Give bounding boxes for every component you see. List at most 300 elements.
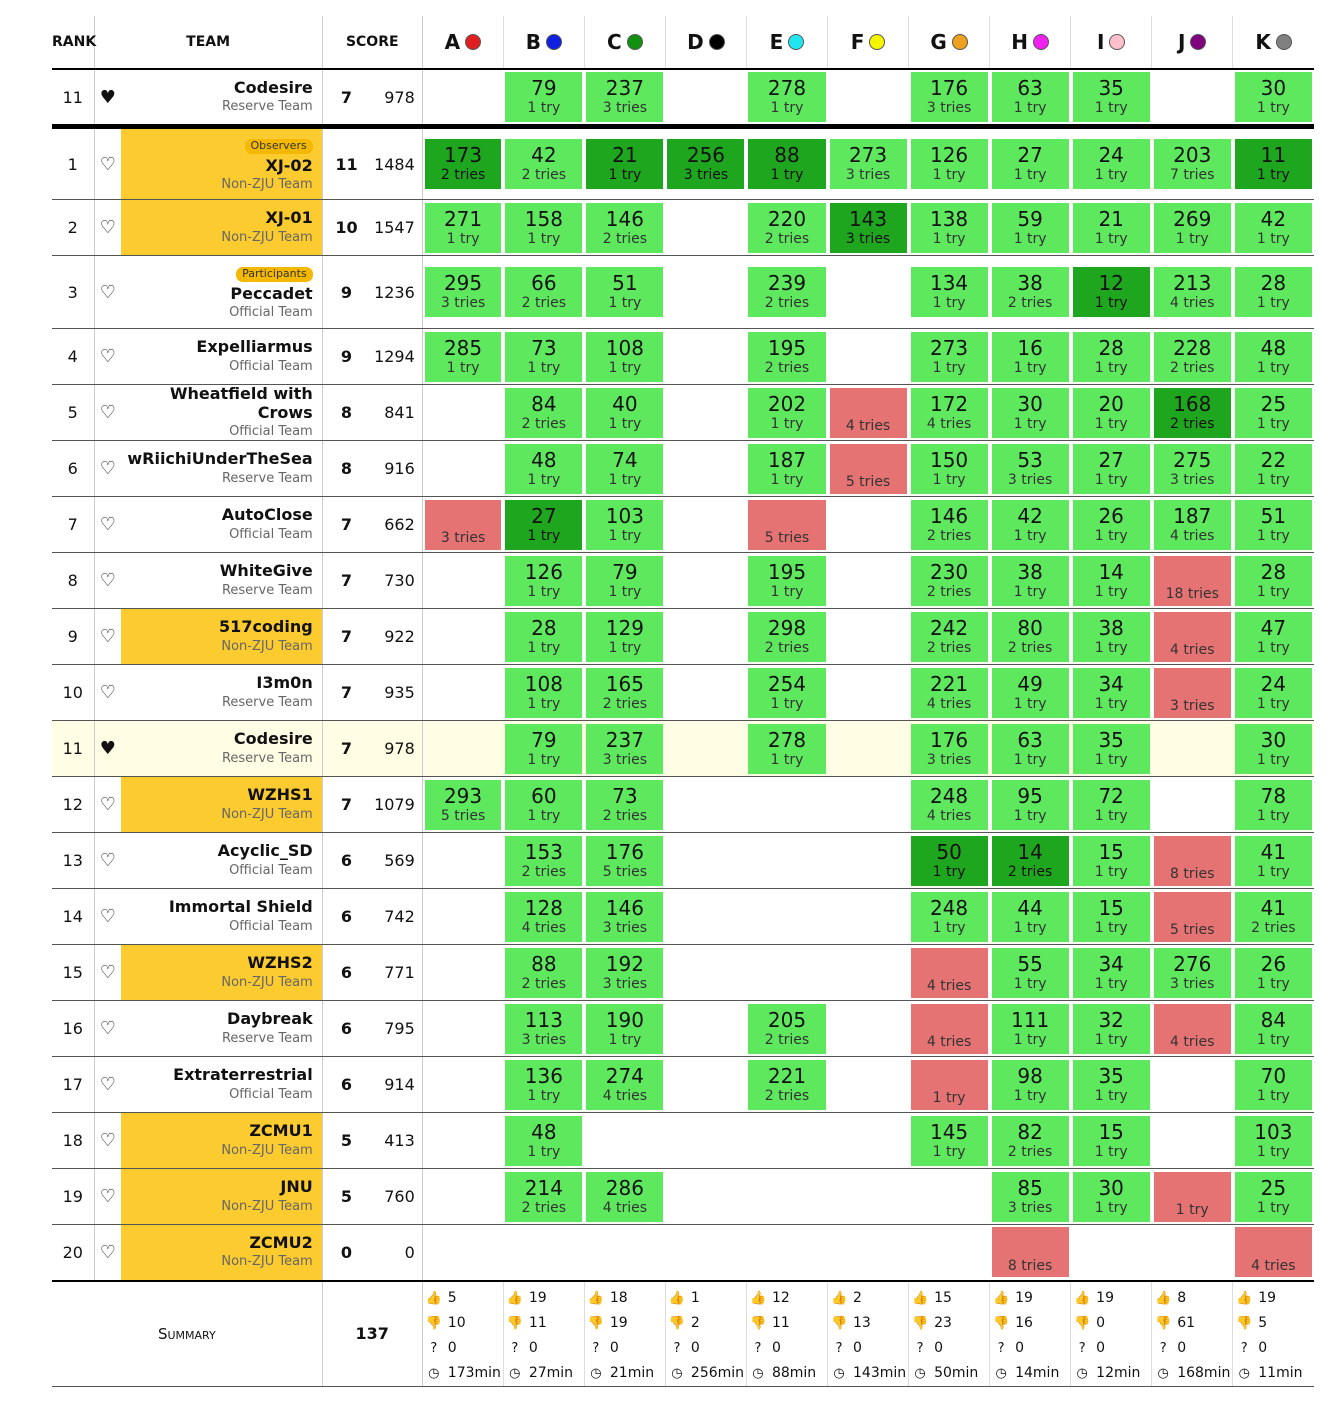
problem-cell-h[interactable]: [990, 385, 1071, 441]
problem-cell-i[interactable]: [1071, 609, 1152, 665]
problem-cell-b[interactable]: [503, 721, 584, 777]
accepted-status[interactable]: [748, 203, 825, 253]
first-blood-status[interactable]: [748, 139, 825, 189]
problem-cell-g[interactable]: [909, 256, 990, 329]
problem-cell-f[interactable]: [828, 127, 909, 200]
favorite-toggle[interactable]: [94, 1057, 121, 1113]
rejected-status[interactable]: [1154, 1172, 1231, 1222]
team-row[interactable]: [52, 256, 1314, 329]
favorite-toggle[interactable]: [94, 665, 121, 721]
problem-cell-g[interactable]: [909, 777, 990, 833]
accepted-status[interactable]: [586, 203, 663, 253]
accepted-status[interactable]: [911, 1116, 988, 1166]
accepted-status[interactable]: [586, 724, 663, 774]
first-blood-status[interactable]: [1073, 267, 1150, 317]
accepted-status[interactable]: [911, 203, 988, 253]
problem-cell-j[interactable]: [1152, 1001, 1233, 1057]
first-blood-status[interactable]: [911, 836, 988, 886]
heart-outline-icon[interactable]: ♡: [99, 217, 116, 238]
accepted-status[interactable]: [586, 612, 663, 662]
problem-cell-k[interactable]: [1233, 127, 1314, 200]
accepted-status[interactable]: [586, 780, 663, 830]
rejected-status[interactable]: [1154, 668, 1231, 718]
problem-cell-a[interactable]: [422, 127, 503, 200]
problem-cell-k[interactable]: [1233, 256, 1314, 329]
accepted-status[interactable]: [425, 203, 502, 253]
team-row[interactable]: [52, 497, 1314, 553]
problem-cell-b[interactable]: [503, 1057, 584, 1113]
accepted-status[interactable]: [992, 1004, 1069, 1054]
accepted-status[interactable]: [992, 892, 1069, 942]
accepted-status[interactable]: [830, 139, 907, 189]
favorite-toggle[interactable]: [94, 777, 121, 833]
accepted-status[interactable]: [748, 1004, 825, 1054]
team-name[interactable]: ZCMU2: [249, 1233, 313, 1253]
accepted-status[interactable]: [992, 556, 1069, 606]
accepted-status[interactable]: [1154, 267, 1231, 317]
problem-header-d[interactable]: [665, 16, 746, 69]
accepted-status[interactable]: [1235, 612, 1312, 662]
problem-cell-h[interactable]: [990, 553, 1071, 609]
problem-cell-g[interactable]: [909, 200, 990, 256]
accepted-status[interactable]: [1154, 444, 1231, 494]
accepted-status[interactable]: [1073, 444, 1150, 494]
accepted-status[interactable]: [505, 668, 582, 718]
heart-outline-icon[interactable]: ♡: [99, 346, 116, 367]
accepted-status[interactable]: [505, 556, 582, 606]
accepted-status[interactable]: [748, 388, 825, 438]
problem-cell-c[interactable]: [584, 945, 665, 1001]
accepted-status[interactable]: [911, 668, 988, 718]
problem-cell-c[interactable]: [584, 1001, 665, 1057]
problem-cell-h[interactable]: [990, 1225, 1071, 1281]
team-cell[interactable]: [121, 945, 322, 1001]
problem-cell-b[interactable]: [503, 127, 584, 200]
problem-cell-k[interactable]: [1233, 1225, 1314, 1281]
accepted-status[interactable]: [505, 332, 582, 382]
heart-outline-icon[interactable]: ♡: [99, 514, 116, 535]
team-name[interactable]: XJ-02: [265, 155, 313, 175]
problem-cell-j[interactable]: [1152, 889, 1233, 945]
accepted-status[interactable]: [1154, 203, 1231, 253]
problem-cell-g[interactable]: [909, 69, 990, 127]
rejected-status[interactable]: [1154, 612, 1231, 662]
team-row[interactable]: [52, 609, 1314, 665]
team-name[interactable]: I3m0n: [256, 673, 313, 693]
team-name[interactable]: wRiichiUnderTheSea: [127, 449, 313, 469]
problem-cell-h[interactable]: [990, 833, 1071, 889]
team-cell[interactable]: [121, 665, 322, 721]
problem-cell-e[interactable]: [746, 200, 827, 256]
my-team-row[interactable]: [52, 721, 1314, 777]
favorite-toggle[interactable]: [94, 1113, 121, 1169]
problem-cell-h[interactable]: [990, 945, 1071, 1001]
team-row[interactable]: [52, 553, 1314, 609]
favorite-toggle[interactable]: [94, 609, 121, 665]
team-cell[interactable]: [121, 1057, 322, 1113]
problem-cell-k[interactable]: [1233, 889, 1314, 945]
problem-cell-c[interactable]: [584, 497, 665, 553]
heart-outline-icon[interactable]: ♡: [99, 1130, 116, 1151]
problem-cell-h[interactable]: [990, 200, 1071, 256]
accepted-status[interactable]: [1235, 1116, 1312, 1166]
problem-cell-g[interactable]: [909, 665, 990, 721]
problem-cell-c[interactable]: [584, 889, 665, 945]
problem-cell-b[interactable]: [503, 385, 584, 441]
first-blood-status[interactable]: [830, 203, 907, 253]
heart-outline-icon[interactable]: ♡: [99, 281, 116, 303]
team-cell[interactable]: [121, 1169, 322, 1225]
team-cell[interactable]: [121, 441, 322, 497]
problem-cell-h[interactable]: [990, 721, 1071, 777]
problem-header-a[interactable]: [422, 16, 503, 69]
accepted-status[interactable]: [1073, 72, 1150, 122]
problem-cell-i[interactable]: [1071, 1001, 1152, 1057]
favorite-toggle[interactable]: [94, 441, 121, 497]
team-name[interactable]: Codesire: [233, 77, 313, 97]
accepted-status[interactable]: [1073, 668, 1150, 718]
favorite-toggle[interactable]: [94, 1001, 121, 1057]
problem-cell-h[interactable]: [990, 441, 1071, 497]
problem-cell-k[interactable]: [1233, 553, 1314, 609]
rejected-status[interactable]: [1154, 836, 1231, 886]
accepted-status[interactable]: [1235, 836, 1312, 886]
problem-header-j[interactable]: [1152, 16, 1233, 69]
problem-cell-j[interactable]: [1152, 329, 1233, 385]
team-cell[interactable]: [121, 1113, 322, 1169]
problem-cell-h[interactable]: [990, 329, 1071, 385]
favorite-toggle[interactable]: [94, 553, 121, 609]
first-blood-status[interactable]: [992, 836, 1069, 886]
accepted-status[interactable]: [992, 139, 1069, 189]
rejected-status[interactable]: [1154, 556, 1231, 606]
problem-cell-i[interactable]: [1071, 665, 1152, 721]
team-row[interactable]: [52, 441, 1314, 497]
accepted-status[interactable]: [1073, 892, 1150, 942]
accepted-status[interactable]: [992, 267, 1069, 317]
rejected-status[interactable]: [1154, 1004, 1231, 1054]
problem-cell-g[interactable]: [909, 1113, 990, 1169]
accepted-status[interactable]: [992, 780, 1069, 830]
problem-cell-a[interactable]: [422, 256, 503, 329]
team-name[interactable]: 517coding: [219, 617, 313, 637]
team-cell[interactable]: [121, 1225, 322, 1281]
accepted-status[interactable]: [505, 139, 582, 189]
accepted-status[interactable]: [748, 332, 825, 382]
team-cell[interactable]: [121, 385, 322, 441]
problem-cell-i[interactable]: [1071, 441, 1152, 497]
problem-cell-e[interactable]: [746, 441, 827, 497]
problem-cell-g[interactable]: [909, 1057, 990, 1113]
problem-cell-f[interactable]: [828, 385, 909, 441]
accepted-status[interactable]: [1073, 948, 1150, 998]
accepted-status[interactable]: [1073, 203, 1150, 253]
accepted-status[interactable]: [1235, 724, 1312, 774]
accepted-status[interactable]: [1073, 612, 1150, 662]
accepted-status[interactable]: [586, 332, 663, 382]
problem-cell-i[interactable]: [1071, 200, 1152, 256]
accepted-status[interactable]: [748, 556, 825, 606]
accepted-status[interactable]: [586, 836, 663, 886]
problem-cell-b[interactable]: [503, 497, 584, 553]
favorite-toggle[interactable]: [94, 833, 121, 889]
problem-cell-e[interactable]: [746, 609, 827, 665]
team-cell[interactable]: [121, 609, 322, 665]
accepted-status[interactable]: [1154, 500, 1231, 550]
team-row[interactable]: [52, 777, 1314, 833]
team-name[interactable]: Immortal Shield: [168, 897, 313, 917]
problem-header-f[interactable]: [828, 16, 909, 69]
favorite-toggle[interactable]: [94, 329, 121, 385]
favorite-toggle[interactable]: [94, 1169, 121, 1225]
accepted-status[interactable]: [505, 388, 582, 438]
problem-cell-c[interactable]: [584, 1169, 665, 1225]
problem-cell-j[interactable]: [1152, 833, 1233, 889]
accepted-status[interactable]: [748, 668, 825, 718]
problem-cell-f[interactable]: [828, 441, 909, 497]
accepted-status[interactable]: [505, 203, 582, 253]
team-name[interactable]: AutoClose: [221, 505, 313, 525]
team-name[interactable]: Codesire: [233, 729, 313, 749]
team-cell[interactable]: [121, 777, 322, 833]
favorite-toggle[interactable]: [94, 69, 121, 127]
accepted-status[interactable]: [911, 444, 988, 494]
first-blood-status[interactable]: [1154, 388, 1231, 438]
heart-outline-icon[interactable]: ♡: [99, 1018, 116, 1039]
accepted-status[interactable]: [505, 612, 582, 662]
problem-cell-c[interactable]: [584, 69, 665, 127]
accepted-status[interactable]: [911, 556, 988, 606]
accepted-status[interactable]: [911, 72, 988, 122]
problem-cell-h[interactable]: [990, 127, 1071, 200]
problem-cell-c[interactable]: [584, 609, 665, 665]
team-row[interactable]: [52, 1057, 1314, 1113]
problem-cell-e[interactable]: [746, 127, 827, 200]
accepted-status[interactable]: [1073, 388, 1150, 438]
favorite-toggle[interactable]: [94, 127, 121, 200]
accepted-status[interactable]: [586, 556, 663, 606]
problem-cell-b[interactable]: [503, 1113, 584, 1169]
team-cell[interactable]: [121, 497, 322, 553]
problem-cell-k[interactable]: [1233, 945, 1314, 1001]
accepted-status[interactable]: [911, 612, 988, 662]
accepted-status[interactable]: [1235, 72, 1312, 122]
accepted-status[interactable]: [505, 1004, 582, 1054]
rejected-status[interactable]: [911, 1004, 988, 1054]
problem-cell-e[interactable]: [746, 721, 827, 777]
problem-cell-g[interactable]: [909, 1001, 990, 1057]
heart-outline-icon[interactable]: ♡: [99, 153, 116, 175]
problem-cell-c[interactable]: [584, 833, 665, 889]
accepted-status[interactable]: [586, 388, 663, 438]
problem-cell-j[interactable]: [1152, 497, 1233, 553]
accepted-status[interactable]: [505, 1060, 582, 1110]
accepted-status[interactable]: [992, 332, 1069, 382]
team-row[interactable]: [52, 329, 1314, 385]
team-row[interactable]: [52, 200, 1314, 256]
problem-cell-h[interactable]: [990, 665, 1071, 721]
problem-cell-b[interactable]: [503, 69, 584, 127]
accepted-status[interactable]: [505, 1116, 582, 1166]
accepted-status[interactable]: [505, 836, 582, 886]
team-row[interactable]: [52, 69, 1314, 127]
accepted-status[interactable]: [992, 724, 1069, 774]
problem-cell-a[interactable]: [422, 329, 503, 385]
favorite-toggle[interactable]: [94, 385, 121, 441]
problem-cell-j[interactable]: [1152, 200, 1233, 256]
problem-cell-a[interactable]: [422, 777, 503, 833]
problem-cell-i[interactable]: [1071, 1169, 1152, 1225]
accepted-status[interactable]: [748, 444, 825, 494]
problem-cell-b[interactable]: [503, 329, 584, 385]
heart-outline-icon[interactable]: ♡: [99, 906, 116, 927]
problem-cell-g[interactable]: [909, 553, 990, 609]
problem-cell-c[interactable]: [584, 329, 665, 385]
rejected-status[interactable]: [1154, 892, 1231, 942]
team-name[interactable]: WZHS2: [247, 953, 313, 973]
accepted-status[interactable]: [1073, 556, 1150, 606]
accepted-status[interactable]: [586, 1172, 663, 1222]
rejected-status[interactable]: [830, 444, 907, 494]
problem-cell-k[interactable]: [1233, 665, 1314, 721]
accepted-status[interactable]: [992, 203, 1069, 253]
problem-cell-i[interactable]: [1071, 1113, 1152, 1169]
accepted-status[interactable]: [748, 267, 825, 317]
accepted-status[interactable]: [911, 780, 988, 830]
problem-cell-b[interactable]: [503, 889, 584, 945]
problem-header-e[interactable]: [746, 16, 827, 69]
accepted-status[interactable]: [1235, 668, 1312, 718]
accepted-status[interactable]: [586, 1060, 663, 1110]
accepted-status[interactable]: [1073, 724, 1150, 774]
accepted-status[interactable]: [586, 72, 663, 122]
problem-cell-j[interactable]: [1152, 127, 1233, 200]
team-name[interactable]: Peccadet: [230, 283, 313, 303]
team-name[interactable]: Extraterrestrial: [173, 1065, 313, 1085]
problem-cell-h[interactable]: [990, 1057, 1071, 1113]
problem-cell-h[interactable]: [990, 497, 1071, 553]
score-header[interactable]: SCORE: [322, 16, 422, 69]
accepted-status[interactable]: [1235, 203, 1312, 253]
team-name[interactable]: XJ-01: [265, 208, 313, 228]
heart-outline-icon[interactable]: ♡: [99, 682, 116, 703]
problem-cell-b[interactable]: [503, 777, 584, 833]
problem-cell-k[interactable]: [1233, 721, 1314, 777]
accepted-status[interactable]: [992, 1172, 1069, 1222]
problem-cell-c[interactable]: [584, 127, 665, 200]
team-row[interactable]: [52, 889, 1314, 945]
problem-cell-j[interactable]: [1152, 945, 1233, 1001]
problem-header-k[interactable]: [1233, 16, 1314, 69]
heart-outline-icon[interactable]: ♡: [99, 1074, 116, 1095]
problem-cell-h[interactable]: [990, 1001, 1071, 1057]
problem-cell-k[interactable]: [1233, 609, 1314, 665]
problem-cell-h[interactable]: [990, 889, 1071, 945]
rejected-status[interactable]: [748, 500, 825, 550]
team-row[interactable]: [52, 1169, 1314, 1225]
accepted-status[interactable]: [1073, 1004, 1150, 1054]
team-name[interactable]: Acyclic_SD: [217, 841, 313, 861]
team-row[interactable]: [52, 1225, 1314, 1281]
accepted-status[interactable]: [748, 1060, 825, 1110]
accepted-status[interactable]: [992, 1116, 1069, 1166]
rejected-status[interactable]: [1235, 1227, 1312, 1277]
accepted-status[interactable]: [586, 1004, 663, 1054]
problem-cell-b[interactable]: [503, 256, 584, 329]
problem-cell-g[interactable]: [909, 441, 990, 497]
accepted-status[interactable]: [1235, 444, 1312, 494]
problem-cell-a[interactable]: [422, 497, 503, 553]
problem-cell-i[interactable]: [1071, 1057, 1152, 1113]
accepted-status[interactable]: [1073, 1172, 1150, 1222]
accepted-status[interactable]: [505, 1172, 582, 1222]
accepted-status[interactable]: [505, 892, 582, 942]
accepted-status[interactable]: [505, 267, 582, 317]
problem-cell-i[interactable]: [1071, 69, 1152, 127]
problem-cell-j[interactable]: [1152, 256, 1233, 329]
problem-cell-c[interactable]: [584, 385, 665, 441]
team-cell[interactable]: [121, 889, 322, 945]
rejected-status[interactable]: [911, 1060, 988, 1110]
problem-cell-k[interactable]: [1233, 777, 1314, 833]
favorite-toggle[interactable]: [94, 889, 121, 945]
problem-cell-e[interactable]: [746, 1001, 827, 1057]
heart-outline-icon[interactable]: ♡: [99, 1186, 116, 1207]
problem-cell-e[interactable]: [746, 69, 827, 127]
problem-cell-e[interactable]: [746, 665, 827, 721]
accepted-status[interactable]: [992, 388, 1069, 438]
heart-outline-icon[interactable]: ♡: [99, 794, 116, 815]
accepted-status[interactable]: [1073, 139, 1150, 189]
team-row[interactable]: [52, 945, 1314, 1001]
team-header[interactable]: TEAM: [94, 16, 322, 69]
heart-outline-icon[interactable]: ♡: [99, 626, 116, 647]
accepted-status[interactable]: [1235, 1004, 1312, 1054]
problem-cell-c[interactable]: [584, 1057, 665, 1113]
problem-cell-k[interactable]: [1233, 497, 1314, 553]
heart-filled-icon[interactable]: ♥: [99, 738, 116, 759]
problem-cell-b[interactable]: [503, 609, 584, 665]
problem-cell-j[interactable]: [1152, 441, 1233, 497]
first-blood-status[interactable]: [1235, 139, 1312, 189]
accepted-status[interactable]: [992, 500, 1069, 550]
team-cell[interactable]: [121, 69, 322, 127]
problem-cell-k[interactable]: [1233, 200, 1314, 256]
first-blood-status[interactable]: [667, 139, 744, 189]
first-blood-status[interactable]: [586, 139, 663, 189]
problem-cell-a[interactable]: [422, 200, 503, 256]
heart-outline-icon[interactable]: ♡: [99, 962, 116, 983]
accepted-status[interactable]: [992, 668, 1069, 718]
accepted-status[interactable]: [992, 1060, 1069, 1110]
problem-cell-c[interactable]: [584, 256, 665, 329]
problem-cell-i[interactable]: [1071, 777, 1152, 833]
problem-cell-d[interactable]: [665, 127, 746, 200]
problem-cell-k[interactable]: [1233, 385, 1314, 441]
rank-header[interactable]: RANK: [52, 16, 94, 69]
rejected-status[interactable]: [911, 948, 988, 998]
favorite-toggle[interactable]: [94, 1225, 121, 1281]
rejected-status[interactable]: [830, 388, 907, 438]
accepted-status[interactable]: [911, 388, 988, 438]
problem-cell-j[interactable]: [1152, 385, 1233, 441]
accepted-status[interactable]: [992, 444, 1069, 494]
problem-cell-c[interactable]: [584, 200, 665, 256]
problem-cell-b[interactable]: [503, 665, 584, 721]
team-cell[interactable]: [121, 1001, 322, 1057]
problem-cell-j[interactable]: [1152, 665, 1233, 721]
accepted-status[interactable]: [505, 948, 582, 998]
